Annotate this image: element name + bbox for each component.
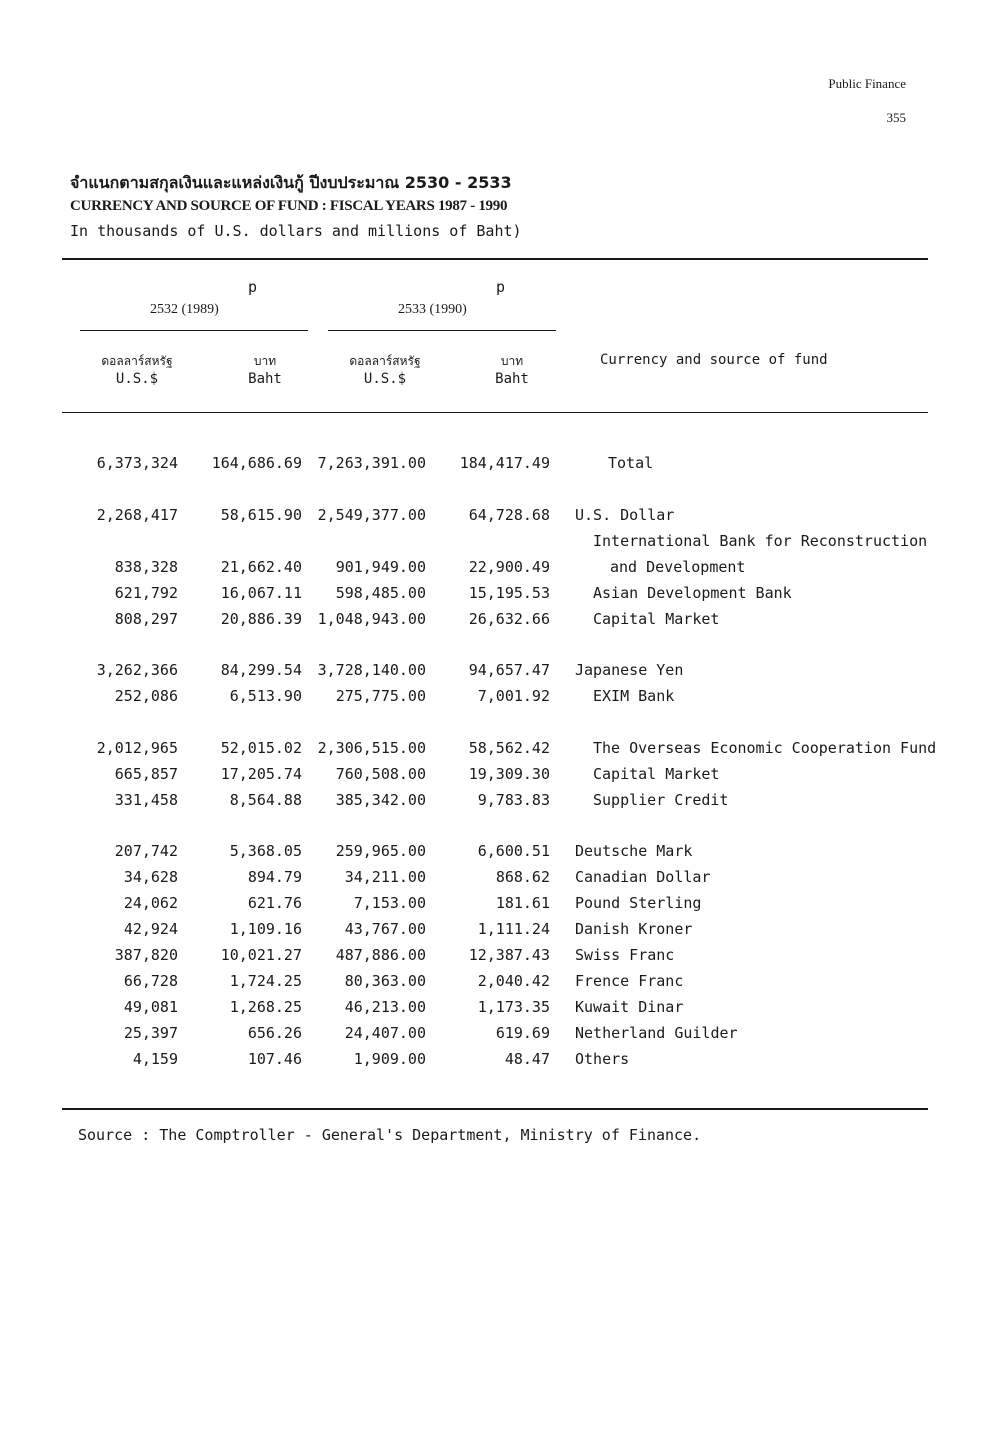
cell-usd-1989: 4,159 [132,1050,178,1068]
cell-baht-1990: 22,900.49 [468,558,550,576]
cell-baht-1990: 6,600.51 [477,842,550,860]
cell-usd-1990: 24,407.00 [344,1024,426,1042]
cell-source-label: The Overseas Economic Cooperation Fund [593,739,937,757]
cell-usd-1989: 621,792 [114,584,178,602]
cell-usd-1990: 7,153.00 [353,894,426,912]
page-number: 355 [886,110,906,125]
cell-source-label: Danish Kroner [575,920,693,938]
cell-usd-1989: 24,062 [123,894,178,912]
cell-baht-1989: 17,205.74 [220,765,302,783]
col-header-usd: U.S.$ [363,371,407,387]
col-header-usd-1990 [330,352,440,387]
cell-usd-1990: 3,728,140.00 [317,661,426,679]
year-1990-underline [328,330,556,331]
col-header-source: Currency and source of fund [600,352,828,368]
source-note: Source : The Comptroller - General's Department, Ministry of Finance. [78,1126,702,1144]
cell-usd-1989: 387,820 [114,946,178,964]
cell-usd-1990: 2,549,377.00 [317,506,426,524]
year-1990-label: 2533 (1990) [398,302,467,317]
cell-usd-1989: 6,373,324 [96,454,178,472]
header-bottom-rule [62,412,928,413]
cell-baht-1990: 9,783.83 [477,791,550,809]
cell-usd-1990: 598,485.00 [335,584,426,602]
cell-baht-1989: 5,368.05 [229,842,302,860]
table-subtitle-units: In thousands of U.S. dollars and millions of Baht) [70,222,522,240]
cell-baht-1989: 1,109.16 [229,920,302,938]
cell-source-label: Deutsche Mark [575,842,693,860]
cell-baht-1990: 184,417.49 [459,454,550,472]
cell-usd-1990: 901,949.00 [335,558,426,576]
table-title-thai: จำแนกตามสกุลเงินและแหล่งเงินกู้ ปีงบประมาณ 2530 - 2533 [70,173,512,192]
cell-baht-1990: 26,632.66 [468,610,550,628]
cell-baht-1990: 12,387.43 [468,946,550,964]
cell-source-label: Supplier Credit [593,791,729,809]
cell-usd-1989: 49,081 [123,998,178,1016]
cell-source-label: Total [608,454,654,472]
cell-usd-1990: 80,363.00 [344,972,426,990]
cell-source-label: Kuwait Dinar [575,998,684,1016]
cell-usd-1989: 25,397 [123,1024,178,1042]
cell-usd-1989: 207,742 [114,842,178,860]
cell-source-label: Asian Development Bank [593,584,792,602]
cell-source-label: Swiss Franc [575,946,675,964]
cell-baht-1989: 894.79 [247,868,302,886]
col-header-usd: U.S.$ [115,371,159,387]
col-header-baht: Baht [495,371,529,387]
cell-usd-1989: 2,012,965 [96,739,178,757]
cell-source-label: Frence Franc [575,972,684,990]
cell-baht-1989: 10,021.27 [220,946,302,964]
cell-baht-1989: 656.26 [247,1024,302,1042]
cell-usd-1989: 2,268,417 [96,506,178,524]
cell-usd-1989: 665,857 [114,765,178,783]
year-1989-preliminary-mark: p [248,278,258,296]
cell-source-label: Pound Sterling [575,894,702,912]
cell-baht-1989: 164,686.69 [211,454,302,472]
col-header-baht-1990 [472,352,552,387]
col-header-usd-1989 [82,352,192,387]
cell-usd-1990: 34,211.00 [344,868,426,886]
cell-baht-1990: 181.61 [495,894,550,912]
cell-baht-1989: 16,067.11 [220,584,302,602]
cell-baht-1990: 7,001.92 [477,687,550,705]
cell-source-label: International Bank for Reconstruction [593,532,928,550]
cell-source-label: Capital Market [593,765,720,783]
cell-usd-1989: 838,328 [114,558,178,576]
cell-baht-1989: 20,886.39 [220,610,302,628]
cell-source-label: Canadian Dollar [575,868,711,886]
top-rule [62,258,928,260]
cell-usd-1990: 43,767.00 [344,920,426,938]
cell-baht-1990: 868.62 [495,868,550,886]
cell-usd-1990: 2,306,515.00 [317,739,426,757]
cell-baht-1990: 2,040.42 [477,972,550,990]
cell-source-label: Netherland Guilder [575,1024,738,1042]
cell-source-label: Others [575,1050,630,1068]
cell-baht-1989: 107.46 [247,1050,302,1068]
cell-source-label: and Development [610,558,746,576]
cell-baht-1990: 58,562.42 [468,739,550,757]
cell-baht-1990: 64,728.68 [468,506,550,524]
year-1990-preliminary-mark: p [496,278,506,296]
cell-usd-1989: 252,086 [114,687,178,705]
cell-baht-1990: 19,309.30 [468,765,550,783]
cell-usd-1990: 385,342.00 [335,791,426,809]
cell-baht-1990: 94,657.47 [468,661,550,679]
cell-usd-1990: 7,263,391.00 [317,454,426,472]
cell-usd-1990: 259,965.00 [335,842,426,860]
col-header-usd-thai: ดอลลาร์สหรัฐ [349,354,421,368]
cell-usd-1989: 66,728 [123,972,178,990]
cell-baht-1989: 21,662.40 [220,558,302,576]
cell-usd-1990: 1,048,943.00 [317,610,426,628]
cell-baht-1989: 6,513.90 [229,687,302,705]
cell-usd-1990: 275,775.00 [335,687,426,705]
cell-baht-1990: 48.47 [504,1050,550,1068]
cell-usd-1990: 760,508.00 [335,765,426,783]
running-header: Public Finance [828,76,906,91]
cell-baht-1990: 1,173.35 [477,998,550,1016]
cell-baht-1989: 52,015.02 [220,739,302,757]
cell-source-label: Capital Market [593,610,720,628]
col-header-usd-thai: ดอลลาร์สหรัฐ [101,354,173,368]
col-header-baht-thai: บาท [500,354,524,368]
cell-source-label: U.S. Dollar [575,506,675,524]
cell-baht-1989: 621.76 [247,894,302,912]
cell-baht-1989: 84,299.54 [220,661,302,679]
col-header-baht-1989 [225,352,305,387]
cell-usd-1989: 3,262,366 [96,661,178,679]
cell-usd-1990: 1,909.00 [353,1050,426,1068]
cell-source-label: Japanese Yen [575,661,684,679]
cell-usd-1990: 46,213.00 [344,998,426,1016]
cell-baht-1990: 619.69 [495,1024,550,1042]
table-title-english: CURRENCY AND SOURCE OF FUND : FISCAL YEARS 1987 - 1990 [70,198,508,214]
bottom-rule [62,1108,928,1110]
cell-usd-1990: 487,886.00 [335,946,426,964]
col-header-baht-thai: บาท [253,354,277,368]
year-1989-label: 2532 (1989) [150,302,219,317]
cell-baht-1989: 1,268.25 [229,998,302,1016]
cell-usd-1989: 42,924 [123,920,178,938]
cell-source-label: EXIM Bank [593,687,675,705]
cell-baht-1989: 58,615.90 [220,506,302,524]
year-1989-underline [80,330,308,331]
cell-baht-1989: 1,724.25 [229,972,302,990]
cell-baht-1990: 1,111.24 [477,920,550,938]
cell-usd-1989: 331,458 [114,791,178,809]
cell-usd-1989: 808,297 [114,610,178,628]
cell-usd-1989: 34,628 [123,868,178,886]
col-header-baht: Baht [248,371,282,387]
cell-baht-1990: 15,195.53 [468,584,550,602]
cell-baht-1989: 8,564.88 [229,791,302,809]
